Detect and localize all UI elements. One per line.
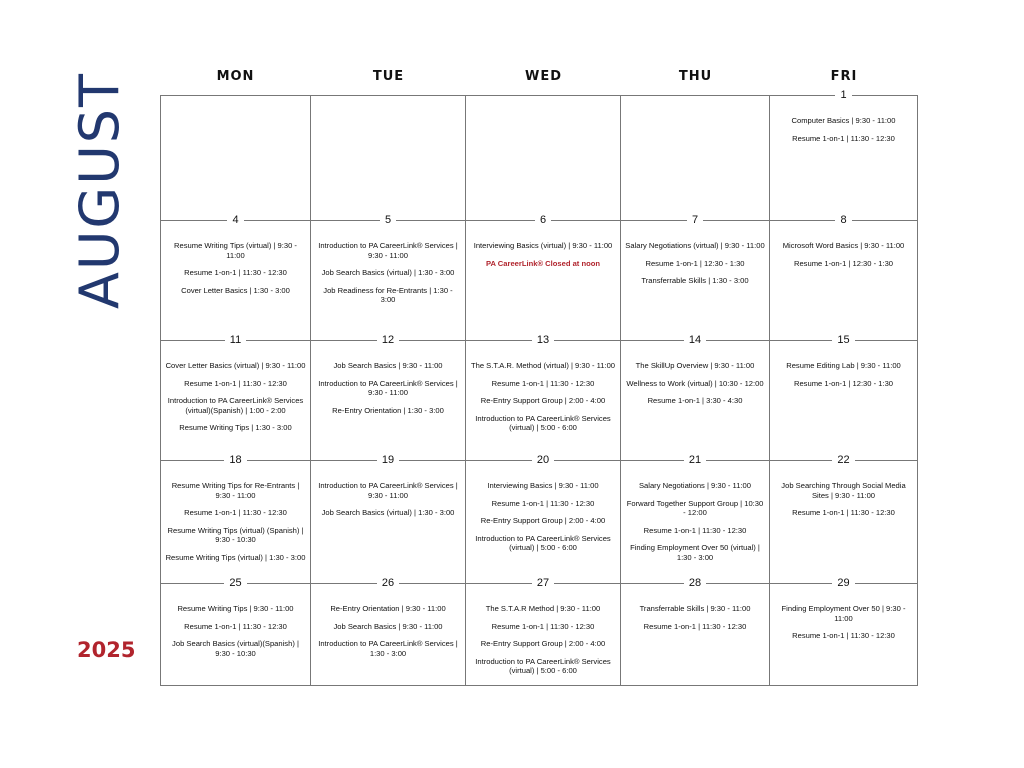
event-list xyxy=(625,361,765,414)
day-cell xyxy=(311,454,466,584)
event-item: Resume 1-on-1 | 11:30 - 12:30 xyxy=(643,525,747,535)
event-list xyxy=(315,241,461,313)
event-item: Wellness to Work (virtual) | 10:30 - 12:00 xyxy=(626,378,764,388)
year-label: 2025 xyxy=(77,638,136,662)
event-item: Resume 1-on-1 | 11:30 - 12:30 xyxy=(184,268,287,277)
event-item: Resume 1-on-1 | 11:30 - 12:30 xyxy=(184,621,287,631)
date-number xyxy=(621,332,769,348)
date-number-label: 14 xyxy=(684,334,706,346)
event-item: Resume 1-on-1 | 11:30 - 12:30 xyxy=(792,631,895,640)
event-list xyxy=(774,361,913,396)
date-number-label: 21 xyxy=(684,454,706,466)
event-list xyxy=(315,481,461,526)
date-number xyxy=(311,575,465,591)
event-item: Re-Entry Support Group | 2:00 - 4:00 xyxy=(480,396,606,405)
day-cell xyxy=(770,577,918,686)
day-cell xyxy=(311,577,466,686)
event-item: Resume 1-on-1 | 12:30 - 1:30 xyxy=(645,258,745,268)
date-number xyxy=(770,87,917,103)
weekday-wed: WED xyxy=(524,69,562,84)
month-title xyxy=(20,71,180,309)
date-number xyxy=(466,452,620,468)
day-cell xyxy=(466,454,621,584)
event-item: Introduction to PA CareerLink® Services (virtual) | 5:00 - 6:00 xyxy=(475,533,611,552)
date-number-label: 19 xyxy=(377,454,399,466)
closure-notice: PA CareerLink® Closed at noon xyxy=(485,258,601,268)
weekday-thu: THU xyxy=(678,69,713,84)
event-list xyxy=(774,604,913,649)
date-number xyxy=(161,575,310,591)
day-cell xyxy=(621,95,770,221)
date-number xyxy=(770,212,917,228)
day-cell xyxy=(160,454,311,584)
day-cell xyxy=(160,95,311,221)
event-item: Resume 1-on-1 | 11:30 - 12:30 xyxy=(491,378,595,388)
day-cell xyxy=(621,334,770,461)
event-item: Job Searching Through Social Media Sites | 9:30 - 11:00 xyxy=(781,481,906,500)
date-number-label: 4 xyxy=(227,214,243,226)
day-cell xyxy=(466,577,621,686)
event-item: Job Search Basics (virtual) | 1:30 - 3:00 xyxy=(321,268,455,277)
event-item: Resume Writing Tips for Re-Entrants | 9:30 - 11:00 xyxy=(171,481,300,500)
event-list xyxy=(470,361,616,441)
event-item: Resume Editing Lab | 9:30 - 11:00 xyxy=(786,361,901,370)
day-cell xyxy=(466,334,621,461)
day-cell xyxy=(311,95,466,221)
event-list xyxy=(625,604,765,639)
date-number xyxy=(621,575,769,591)
weekday-mon: MON xyxy=(216,69,255,84)
event-item: Salary Negotiations | 9:30 - 11:00 xyxy=(638,481,751,490)
date-number-label: 7 xyxy=(687,214,703,226)
event-item: Job Readiness for Re-Entrants | 1:30 - 3:00 xyxy=(323,285,453,304)
event-item: Introduction to PA CareerLink® Services | 9:30 - 11:00 xyxy=(318,378,458,397)
event-item: Introduction to PA CareerLink® Services | 1:30 - 3:00 xyxy=(318,639,458,658)
event-list xyxy=(625,481,765,570)
event-item: Finding Employment Over 50 | 9:30 - 11:00 xyxy=(781,604,906,623)
event-item: Re-Entry Orientation | 9:30 - 11:00 xyxy=(330,604,446,613)
date-number xyxy=(621,452,769,468)
date-number-label: 11 xyxy=(225,334,246,346)
event-item: Re-Entry Support Group | 2:00 - 4:00 xyxy=(480,639,606,648)
event-item: Resume 1-on-1 | 11:30 - 12:30 xyxy=(491,498,595,508)
event-item: Introduction to PA CareerLink® Services (virtual)(Spanish) | 1:00 - 2:00 xyxy=(167,396,304,415)
date-number-label: 18 xyxy=(224,454,246,466)
event-item: Resume Writing Tips (virtual) (Spanish) | 9:30 - 10:30 xyxy=(167,525,304,544)
date-number xyxy=(311,332,465,348)
event-item: Resume 1-on-1 | 11:30 - 12:30 xyxy=(792,133,895,143)
event-list xyxy=(165,361,306,441)
event-item: The SkillUp Overview | 9:30 - 11:00 xyxy=(635,361,755,370)
date-number-label: 12 xyxy=(377,334,399,346)
date-number xyxy=(621,212,769,228)
date-number-label: 15 xyxy=(832,334,854,346)
event-item: Resume 1-on-1 | 11:30 - 12:30 xyxy=(792,508,895,517)
day-cell xyxy=(770,214,918,341)
date-number-label: 26 xyxy=(377,577,399,589)
date-number-label: 5 xyxy=(380,214,396,226)
day-cell xyxy=(621,577,770,686)
event-item: Forward Together Support Group | 10:30 - 12:00 xyxy=(626,498,764,517)
event-list xyxy=(625,241,765,294)
event-item: Resume 1-on-1 | 11:30 - 12:30 xyxy=(643,621,747,631)
day-cell xyxy=(770,89,918,221)
date-number xyxy=(466,212,620,228)
event-list xyxy=(165,481,306,570)
event-item: Resume 1-on-1 | 12:30 - 1:30 xyxy=(793,258,894,268)
day-cell xyxy=(466,95,621,221)
event-list xyxy=(774,241,913,276)
date-number-label: 6 xyxy=(535,214,551,226)
date-number xyxy=(161,332,310,348)
event-item: Resume 1-on-1 | 3:30 - 4:30 xyxy=(647,396,743,405)
date-number xyxy=(466,575,620,591)
date-number xyxy=(311,212,465,228)
event-item: The S.T.A.R. Method (virtual) | 9:30 - 11:00 xyxy=(470,361,616,370)
date-number-label: 27 xyxy=(532,577,554,589)
day-cell xyxy=(160,214,311,341)
event-item: Introduction to PA CareerLink® Services | 9:30 - 11:00 xyxy=(318,241,458,260)
event-item: Resume 1-on-1 | 11:30 - 12:30 xyxy=(184,508,287,517)
event-list xyxy=(774,481,913,526)
event-item: Re-Entry Support Group | 2:00 - 4:00 xyxy=(480,516,606,525)
event-item: Computer Basics | 9:30 - 11:00 xyxy=(791,116,896,125)
weekday-fri: FRI xyxy=(830,69,858,84)
day-cell xyxy=(621,454,770,584)
event-item: Resume Writing Tips | 1:30 - 3:00 xyxy=(179,423,292,432)
date-number xyxy=(770,575,917,591)
date-number-label: 29 xyxy=(832,577,854,589)
day-cell xyxy=(770,334,918,461)
date-number xyxy=(770,452,917,468)
date-number xyxy=(770,332,917,348)
event-item: Job Search Basics | 9:30 - 11:00 xyxy=(333,361,443,370)
event-list xyxy=(470,481,616,561)
event-item: Resume Writing Tips (virtual) | 9:30 - 11:00 xyxy=(174,241,297,260)
event-item: Re-Entry Orientation | 1:30 - 3:00 xyxy=(332,405,444,415)
month-label: AUGUST xyxy=(68,71,132,309)
event-item: Introduction to PA CareerLink® Services | 9:30 - 11:00 xyxy=(318,481,458,500)
event-item: Interviewing Basics | 9:30 - 11:00 xyxy=(487,481,599,490)
event-item: Resume 1-on-1 | 11:30 - 12:30 xyxy=(491,621,595,631)
event-item: Resume Writing Tips (virtual) | 1:30 - 3:00 xyxy=(165,552,306,562)
date-number-label: 25 xyxy=(224,577,246,589)
event-item: Job Search Basics (virtual) | 1:30 - 3:00 xyxy=(321,508,455,517)
date-number-label: 1 xyxy=(835,89,851,101)
event-item: Transferrable Skills | 1:30 - 3:00 xyxy=(641,276,749,285)
event-list xyxy=(470,604,616,684)
date-number-label: 8 xyxy=(835,214,851,226)
event-item: Resume 1-on-1 | 12:30 - 1:30 xyxy=(793,378,894,388)
date-number-label: 20 xyxy=(532,454,554,466)
event-item: Job Search Basics | 9:30 - 11:00 xyxy=(333,621,443,631)
date-number-label: 28 xyxy=(684,577,706,589)
event-list xyxy=(165,241,306,303)
day-cell xyxy=(311,334,466,461)
day-cell xyxy=(621,214,770,341)
day-cell xyxy=(160,577,311,686)
date-number-label: 22 xyxy=(832,454,854,466)
day-cell xyxy=(466,214,621,341)
date-number-label: 13 xyxy=(532,334,554,346)
event-item: Interviewing Basics (virtual) | 9:30 - 11:00 xyxy=(473,241,613,250)
event-item: Resume Writing Tips | 9:30 - 11:00 xyxy=(177,604,294,613)
day-cell xyxy=(160,334,311,461)
event-item: Introduction to PA CareerLink® Services (virtual) | 5:00 - 6:00 xyxy=(475,413,611,432)
event-list xyxy=(165,604,306,666)
event-item: Cover Letter Basics (virtual) | 9:30 - 11:00 xyxy=(165,361,306,370)
event-item: Finding Employment Over 50 (virtual) | 1:30 - 3:00 xyxy=(630,543,760,562)
event-item: Microsoft Word Basics | 9:30 - 11:00 xyxy=(782,241,905,250)
date-number xyxy=(161,212,310,228)
event-item: Resume 1-on-1 | 11:30 - 12:30 xyxy=(184,378,287,388)
event-item: Cover Letter Basics | 1:30 - 3:00 xyxy=(181,285,290,295)
event-item: Transferrable Skills | 9:30 - 11:00 xyxy=(639,604,751,613)
event-item: Salary Negotiations (virtual) | 9:30 - 11:00 xyxy=(625,241,765,250)
event-item: The S.T.A.R Method | 9:30 - 11:00 xyxy=(485,604,601,613)
date-number xyxy=(311,452,465,468)
event-list xyxy=(774,116,913,151)
day-cell xyxy=(770,454,918,584)
event-list xyxy=(315,604,461,666)
date-number xyxy=(466,332,620,348)
event-list xyxy=(470,241,616,276)
date-number xyxy=(161,452,310,468)
event-item: Job Search Basics (virtual)(Spanish) | 9:30 - 10:30 xyxy=(172,639,299,658)
event-list xyxy=(315,361,461,423)
day-cell xyxy=(311,214,466,341)
calendar-grid xyxy=(160,89,918,686)
event-item: Introduction to PA CareerLink® Services (virtual) | 5:00 - 6:00 xyxy=(475,656,611,675)
weekday-tue: TUE xyxy=(372,69,405,84)
